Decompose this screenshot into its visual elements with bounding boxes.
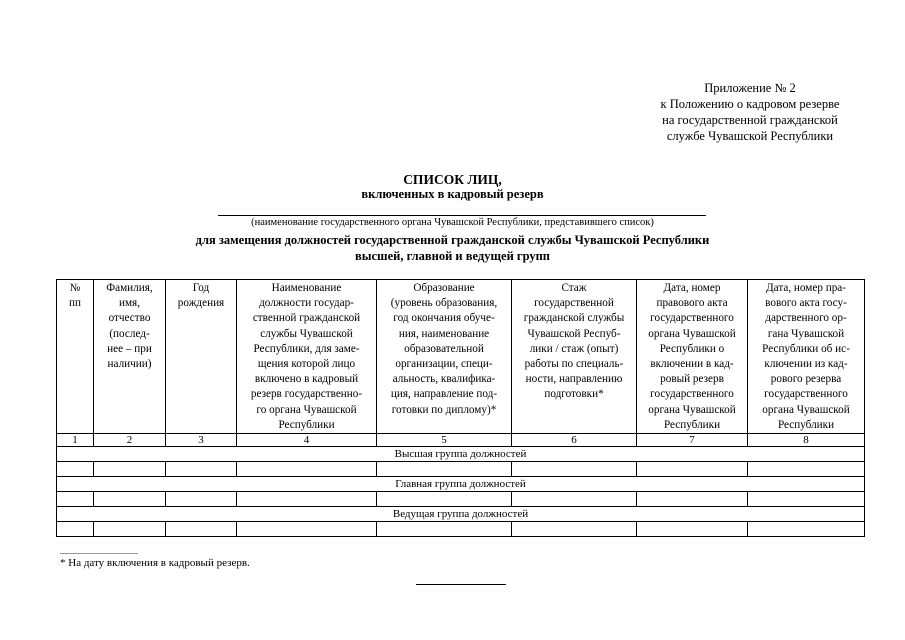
header-row bbox=[57, 280, 865, 434]
column-number: 1 bbox=[57, 434, 94, 447]
column-number-row bbox=[57, 434, 865, 447]
group-row-highest bbox=[57, 447, 865, 462]
col-header-exclusion-act: Дата, номер пра- вового акта госу- дарственного ор- гана Чувашской Республики об ис- ключении из кад- рового резерва государственного органа Чувашской Республики bbox=[748, 280, 865, 434]
col-header-experience: Стаж государственной гражданской службы Чувашской Респуб- лики / стаж (опыт) работы по специаль- ности, направлению подготовки* bbox=[512, 280, 637, 434]
table-cell[interactable] bbox=[94, 522, 166, 537]
footnote: * На дату включения в кадровый резерв. bbox=[60, 557, 250, 569]
col-header-inclusion-act: Дата, номер правового акта государственного органа Чувашской Республики о включении в кад- ровый резерв государственного органа Чувашской Республики bbox=[637, 280, 748, 434]
col-header-education: Образование (уровень образования, год окончания обуче- ния, наименование образовательной организации, специ- альность, квалифика- ция, направление под- готовки по диплому)* bbox=[377, 280, 512, 434]
organization-fill-line bbox=[218, 215, 706, 216]
groups-line: высшей, главной и ведущей групп bbox=[354, 249, 551, 263]
table-cell[interactable] bbox=[512, 492, 637, 507]
column-number: 7 bbox=[637, 434, 748, 447]
purpose-line: для замещения должностей государственной гражданской службы Чувашской Республики bbox=[195, 233, 710, 247]
table-cell[interactable] bbox=[637, 522, 748, 537]
footnote-divider bbox=[60, 553, 138, 554]
table-cell[interactable] bbox=[637, 462, 748, 477]
group-label: Высшая группа должностей bbox=[57, 447, 865, 462]
table-cell[interactable] bbox=[748, 492, 865, 507]
organization-caption: (наименование государственного органа Чувашской Республики, представившего список) bbox=[251, 217, 654, 228]
col-header-full-name: Фамилия, имя, отчество (послед- нее – при наличии) bbox=[94, 280, 166, 434]
document-subtitle: включенных в кадровый резерв bbox=[361, 187, 544, 201]
group-row-main bbox=[57, 477, 865, 492]
appendix-block bbox=[600, 80, 900, 144]
table-row bbox=[57, 492, 865, 507]
table-cell[interactable] bbox=[512, 462, 637, 477]
table-cell[interactable] bbox=[637, 492, 748, 507]
table-cell[interactable] bbox=[237, 492, 377, 507]
table-cell[interactable] bbox=[748, 522, 865, 537]
col-header-birth-year: Год рождения bbox=[166, 280, 237, 434]
appendix-line: к Положению о кадровом резерве bbox=[660, 97, 840, 111]
column-number: 3 bbox=[166, 434, 237, 447]
column-number: 2 bbox=[94, 434, 166, 447]
table-row bbox=[57, 522, 865, 537]
table-cell[interactable] bbox=[57, 522, 94, 537]
table-cell[interactable] bbox=[377, 462, 512, 477]
appendix-number: Приложение № 2 bbox=[704, 81, 796, 95]
group-row-leading bbox=[57, 507, 865, 522]
appendix-line: на государственной гражданской bbox=[662, 113, 838, 127]
table-row bbox=[57, 462, 865, 477]
column-number: 5 bbox=[377, 434, 512, 447]
table-cell[interactable] bbox=[57, 462, 94, 477]
table-cell[interactable] bbox=[166, 492, 237, 507]
table-cell[interactable] bbox=[166, 522, 237, 537]
table-cell[interactable] bbox=[94, 492, 166, 507]
group-label: Главная группа должностей bbox=[57, 477, 865, 492]
table-cell[interactable] bbox=[57, 492, 94, 507]
table-cell[interactable] bbox=[166, 462, 237, 477]
table-cell[interactable] bbox=[512, 522, 637, 537]
appendix-line: службе Чувашской Республики bbox=[666, 129, 834, 143]
table-cell[interactable] bbox=[748, 462, 865, 477]
table-cell[interactable] bbox=[237, 522, 377, 537]
table-cell[interactable] bbox=[377, 522, 512, 537]
column-number: 4 bbox=[237, 434, 377, 447]
col-header-number: № пп bbox=[57, 280, 94, 434]
group-label: Ведущая группа должностей bbox=[57, 507, 865, 522]
table-cell[interactable] bbox=[94, 462, 166, 477]
document-title: СПИСОК ЛИЦ, bbox=[403, 172, 502, 187]
table-cell[interactable] bbox=[237, 462, 377, 477]
table-cell[interactable] bbox=[377, 492, 512, 507]
col-header-position: Наименование должности государ- ственной гражданской службы Чувашской Республики, для заме- щения которой лицо включено в кадровый резерв государственно- го органа Чувашской Республики bbox=[237, 280, 377, 434]
column-number: 6 bbox=[512, 434, 637, 447]
end-divider bbox=[416, 584, 506, 585]
column-number: 8 bbox=[748, 434, 865, 447]
reserve-table bbox=[56, 279, 865, 537]
